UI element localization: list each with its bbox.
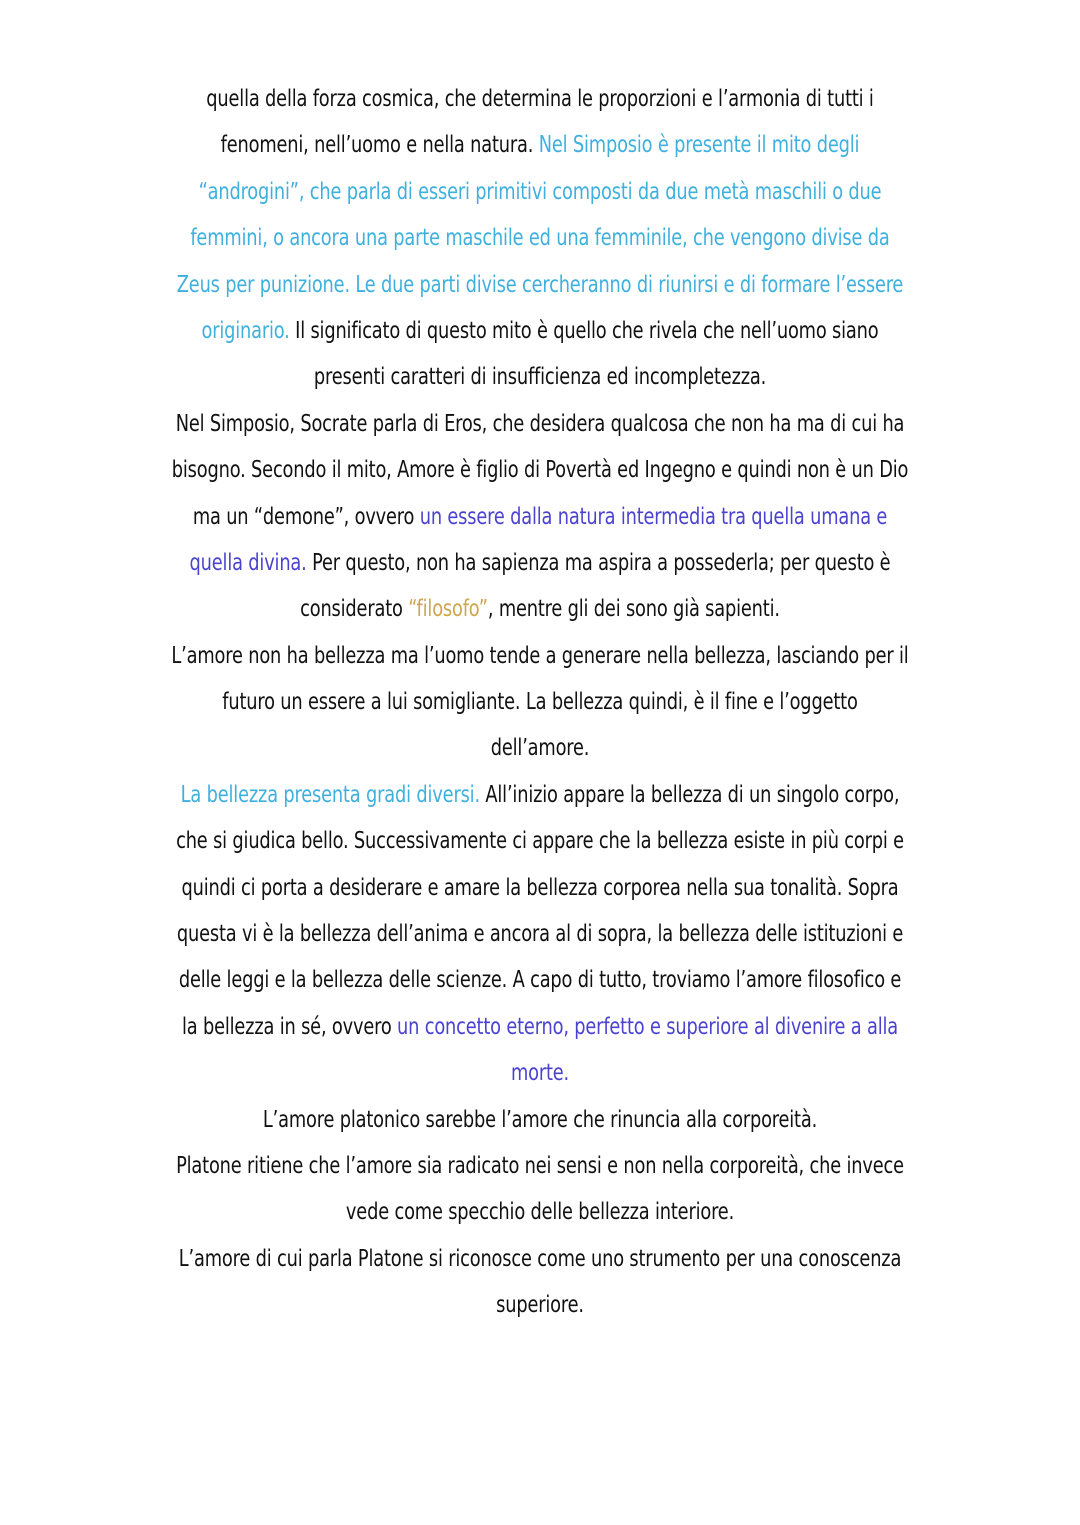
document-page: [0, 76, 1080, 1329]
text-segment: quindi ci porta a desiderare e amare la bellezza corporea nella sua tonalità. Sopra: [181, 874, 899, 901]
text-segment: dell’amore.: [490, 735, 590, 762]
highlighted-text-segment: “filosofo”: [408, 596, 488, 623]
text-segment: , mentre gli dei sono già sapienti.: [487, 596, 780, 623]
text-line: [76, 447, 1005, 493]
text-line: [76, 911, 1005, 957]
text-segment: Per questo, non ha sapienza ma aspira a possederla; per questo è: [306, 549, 891, 576]
text-line: [76, 262, 1005, 308]
text-segment: futuro un essere a lui somigliante. La bellezza quindi, è il fine e l’oggetto: [222, 689, 858, 716]
highlighted-text-segment: un essere dalla natura intermedia tra quella umana e: [419, 503, 888, 530]
text-segment: vede come specchio delle bellezza interiore.: [345, 1199, 735, 1226]
text-segment: L’amore platonico sarebbe l’amore che rinuncia alla corporeità.: [262, 1106, 818, 1133]
text-line: [76, 169, 1005, 215]
text-segment: All’inizio appare la bellezza di un singolo corpo,: [479, 781, 900, 808]
text-line: [76, 772, 1005, 818]
text-segment: fenomeni, nell’uomo e nella natura.: [220, 132, 539, 159]
highlighted-text-segment: morte.: [510, 1060, 570, 1087]
text-segment: questa vi è la bellezza dell’anima e ancora al di sopra, la bellezza delle istituzioni e: [176, 921, 904, 948]
text-line: [76, 122, 1005, 168]
text-line: [76, 957, 1005, 1003]
text-line: [76, 1143, 1005, 1189]
text-line: [76, 818, 1005, 864]
highlighted-text-segment: quella divina.: [189, 549, 307, 576]
text-segment: quella della forza cosmica, che determina le proporzioni e l’armonia di tutti i: [206, 86, 874, 112]
text-segment: che si giudica bello. Successivamente ci appare che la bellezza esiste in più corpi e: [176, 828, 904, 855]
text-line: [76, 494, 1005, 540]
highlighted-text-segment: Zeus per punizione. Le due parti divise cercheranno di riunirsi e di formare l’essere: [176, 271, 904, 298]
text-line: [76, 1050, 1005, 1096]
text-line: [76, 1282, 1005, 1328]
text-segment: bisogno. Secondo il mito, Amore è figlio di Povertà ed Ingegno e quindi non è un Dio: [171, 457, 909, 484]
text-segment: Il significato di questo mito è quello che rivela che nell’uomo siano: [289, 317, 879, 344]
text-line: [76, 725, 1005, 771]
highlighted-text-segment: un concetto eterno, perfetto e superiore al divenire a alla: [397, 1013, 899, 1040]
text-line: [76, 308, 1005, 354]
text-segment: presenti caratteri di insufficienza ed incompletezza.: [313, 364, 767, 391]
text-line: [76, 1004, 1005, 1050]
text-line: [76, 679, 1005, 725]
text-segment: Platone ritiene che l’amore sia radicato nei sensi e non nella corporeità, che invece: [176, 1152, 904, 1179]
text-segment: L’amore non ha bellezza ma l’uomo tende a generare nella bellezza, lasciando per il: [171, 642, 909, 669]
text-line: [76, 1189, 1005, 1235]
highlighted-text-segment: “androgini”, che parla di esseri primitivi composti da due metà maschili o due: [198, 178, 882, 205]
text-segment: la bellezza in sé, ovvero: [181, 1013, 398, 1040]
text-segment: superiore.: [496, 1292, 584, 1319]
text-line: [76, 865, 1005, 911]
text-line: [76, 76, 1005, 122]
highlighted-text-segment: originario.: [201, 317, 290, 344]
text-segment: Nel Simposio, Socrate parla di Eros, che desidera qualcosa che non ha ma di cui ha: [175, 410, 905, 437]
text-line: [76, 215, 1005, 261]
highlighted-text-segment: Nel Simposio è presente il mito degli: [538, 132, 860, 159]
text-line: [76, 586, 1005, 632]
text-line: [76, 633, 1005, 679]
text-line: [76, 1236, 1005, 1282]
text-segment: delle leggi e la bellezza delle scienze. A capo di tutto, troviamo l’amore filosofico e: [178, 967, 902, 994]
text-segment: ma un “demone”, ovvero: [192, 503, 420, 530]
highlighted-text-segment: La bellezza presenta gradi diversi.: [180, 781, 480, 808]
text-line: [76, 540, 1005, 586]
text-line: [76, 1097, 1005, 1143]
text-line: [76, 354, 1005, 400]
text-segment: considerato: [300, 596, 409, 623]
text-segment: L’amore di cui parla Platone si riconosce come uno strumento per una conoscenza: [178, 1245, 902, 1272]
text-line: [76, 401, 1005, 447]
highlighted-text-segment: femmini, o ancora una parte maschile ed una femminile, che vengono divise da: [190, 225, 890, 252]
